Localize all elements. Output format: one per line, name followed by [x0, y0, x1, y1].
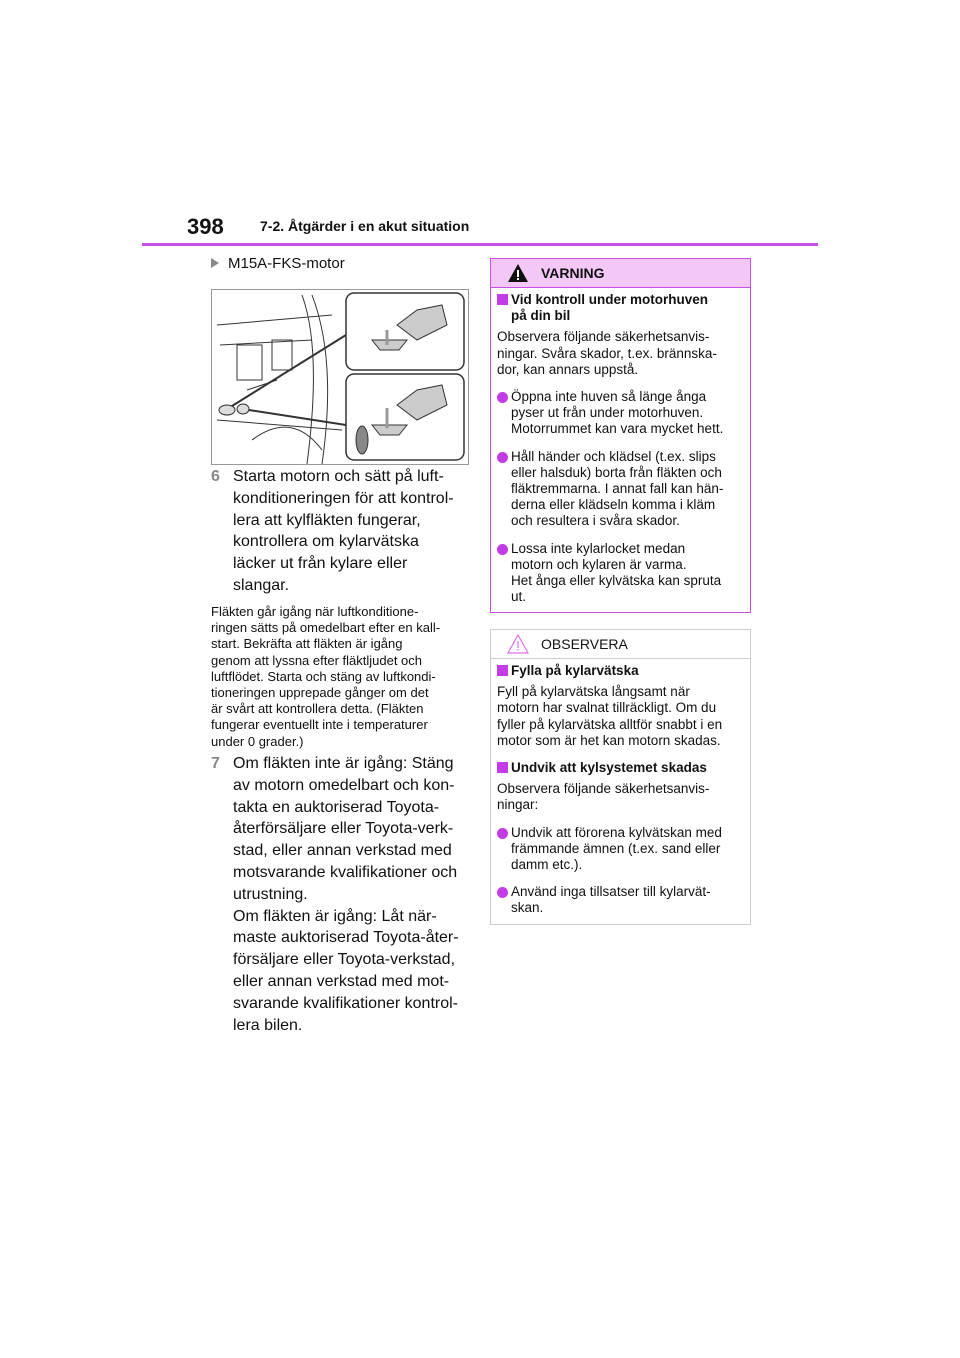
bullet-text: Öppna inte huven så länge ånga pyser ut från under motorhuven. Motorrummet kan vara mycket hett. — [511, 389, 724, 437]
circle-bullet-icon — [497, 452, 508, 463]
warning-triangle-icon — [507, 263, 529, 283]
circle-bullet-icon — [497, 544, 508, 555]
warning-box — [490, 258, 751, 613]
notice-box — [490, 629, 751, 925]
notice-heading — [497, 663, 744, 679]
bullet-text: Undvik att förorena kylvätskan med främmande ämnen (t.ex. sand eller damm etc.). — [511, 824, 722, 873]
heading-text: Vid kontroll under motorhuven på din bil — [511, 292, 709, 324]
step-text: Om fläkten inte är igång: Stäng av motorn omedelbart och kon- takta en auktoriserad Toyota- återförsäljare eller Toyota-verk- stad, eller annan verkstad med motsvarande kvalifikationer och utrustning. Om fläkten är igång: Låt när- maste auktoriserad Toyota-åter- försäljare eller Toyota-verkstad, eller annan verkstad med mot- svarande kvalifikationer kontrol- lera bilen. — [233, 755, 459, 1034]
step-number: 7 — [211, 755, 220, 772]
notice-text: Fyll på kylarvätska långsamt när motorn har svalnat tillräckligt. Om du fyller på kylarvätska alltför snabbt i en motor som är het kan motorn skadas. — [497, 684, 723, 748]
warning-header — [491, 259, 750, 288]
circle-bullet-icon — [497, 828, 508, 839]
notice-bullet — [497, 825, 744, 874]
bullet-text: Använd inga tillsatser till kylarvät- skan. — [511, 884, 711, 916]
notice-title: OBSERVERA — [541, 636, 628, 652]
step-7 — [211, 753, 459, 1036]
page-number: 398 — [187, 214, 224, 239]
notice-bullet — [497, 884, 744, 916]
coolant-fill-illustration — [211, 289, 469, 465]
step-number: 6 — [211, 468, 220, 485]
engine-label — [211, 255, 345, 272]
heading-text: Fylla på kylarvätska — [511, 663, 639, 678]
warning-intro: Observera följande säkerhetsanvis- ningar. Svåra skador, t.ex. brännska- dor, kan annars uppstå. — [497, 329, 717, 377]
step-6 — [211, 466, 454, 597]
circle-bullet-icon — [497, 887, 508, 898]
square-bullet-icon — [497, 294, 508, 305]
header-divider — [142, 243, 818, 246]
warning-heading — [497, 292, 744, 324]
bullet-text: Håll händer och klädsel (t.ex. slips eller halsduk) borta från fläkten och fläktremmarna. I annat fall kan hän- derna eller klädseln komma i kläm och resultera i svåra skador. — [511, 448, 724, 529]
circle-bullet-icon — [497, 392, 508, 403]
square-bullet-icon — [497, 665, 508, 676]
section-title: 7-2. Åtgärder i en akut situation — [260, 218, 470, 234]
notice-heading — [497, 760, 744, 776]
bullet-text: Lossa inte kylarlocket medan motorn och kylaren är varma. Het ånga eller kylvätska kan spruta ut. — [511, 540, 722, 605]
fan-note: Fläkten går igång när luftkonditione- ringen sätts på omedelbart efter en kall- start. Bekräfta att fläkten är igång genom att lyssna efter fläktljudet och luftflödet. Starta och stäng av luftkondi- tioneringen upprepade gånger om det är svårt att kontrollera detta. (Fläkten fungerar eventuellt inte i temperaturer under 0 grader.) — [211, 604, 441, 749]
warning-bullet — [497, 389, 744, 438]
engine-label-text: M15A-FKS-motor — [228, 255, 345, 272]
warning-bullet — [497, 449, 744, 530]
triangle-bullet-icon — [211, 258, 219, 268]
warning-title: VARNING — [541, 265, 605, 281]
caution-triangle-icon — [507, 634, 529, 654]
warning-bullet — [497, 541, 744, 606]
step-text: Starta motorn och sätt på luft- konditioneringen för att kontrol- lera att kylfläkten fungerar, kontrollera om kylarvätska läcker ut från kylare eller slangar. — [233, 468, 454, 594]
notice-header — [491, 630, 750, 659]
notice-text: Observera följande säkerhetsanvis- ningar: — [497, 781, 710, 813]
square-bullet-icon — [497, 762, 508, 773]
heading-text: Undvik att kylsystemet skadas — [511, 760, 707, 776]
